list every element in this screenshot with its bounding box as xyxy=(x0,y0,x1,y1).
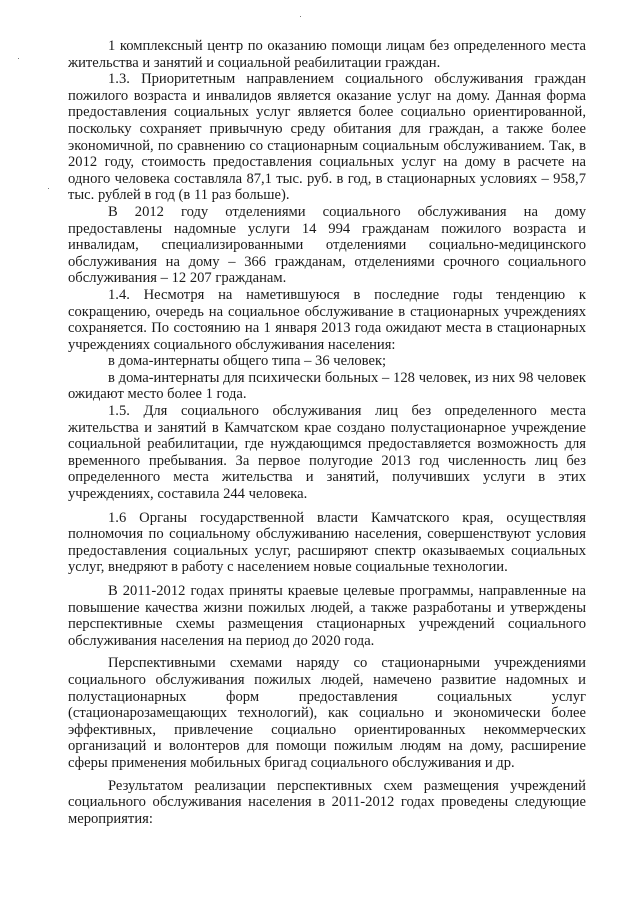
document-body xyxy=(68,38,586,827)
paragraph-complex-center: 1 комплексный центр по оказанию помощи лицам без определенного места жительства и занятий и социальной реабилитации граждан. xyxy=(68,38,586,71)
paragraph-results-intro: Результатом реализации перспективных схем размещения учреждений социального обслуживания населения в 2011-2012 годах проведены следующие мероприятия: xyxy=(68,777,586,827)
scan-speck xyxy=(300,16,301,17)
paragraph-1-4-queue: 1.4. Несмотря на наметившуюся в последние годы тенденцию к сокращению, очередь на социальное обслуживание в стационарных учреждениях сохраняется. По состоянию на 1 января 2013 года ожидают места в стационарных учреждениях социального обслуживания населения: xyxy=(68,286,586,353)
paragraph-1-5-homeless: 1.5. Для социального обслуживания лиц без определенного места жительства и занятий в Камчатском крае создано полустационарное учреждение социальной реабилитации, где нуждающимся предоставляется возможность для временного пребывания. За первое полугодие 2013 год численность лиц без определенного места жительства и занятий, получивших услуги в этих учреждениях, составила 244 человека. xyxy=(68,403,586,503)
list-item-general-homes: в дома-интернаты общего типа – 36 человек; xyxy=(108,353,387,370)
paragraph-1-3-home-services: 1.3. Приоритетным направлением социального обслуживания граждан пожилого возраста и инвалидов является оказание услуг на дому. Данная форма предоставления социальных услуг является более социально ориентированной, поскольку сохраняет привычную среду обитания для граждан, а также более экономичной, по сравнению со стационарным социальным обслуживанием. Так, в 2012 году, стоимость предоставления социальных услуг на дому в расчете на одного человека составляла 87,1 тыс. руб. в год, в стационарных условиях – 958,7 тыс. рублей в год (в 11 раз больше). xyxy=(68,71,586,204)
scan-speck xyxy=(18,58,19,59)
paragraph-perspective-schemes: Перспективными схемами наряду со стационарными учреждениями социального обслуживания пожилых людей, намечено развитие надомных и полустационарных форм предоставления социальных услуг (стационарозамещающих технологий), как социально и экономически более эффективных, привлечение социально ориентированных некоммерческих организаций и волонтеров для помощи пожилым людям на дому, расширение сферы применения мобильных бригад социального обслуживания и др. xyxy=(68,655,586,771)
paragraph-2012-home-services: В 2012 году отделениями социального обслуживания на дому предоставлены надомные услуги 14 994 гражданам пожилого возраста и инвалидам, специализированными отделениями социально-медицинского обслуживания на дому – 366 гражданам, отделениями срочного социального обслуживания – 12 207 гражданам. xyxy=(68,203,586,287)
paragraph-1-6-authorities: 1.6 Органы государственной власти Камчатского края, осуществляя полномочия по социальному обслуживанию населения, совершенствуют условия предоставления социальных услуг, расширяют спектр оказываемых социальных услуг, внедряют в работу с населением новые социальные технологии. xyxy=(68,509,586,576)
paragraph-2011-2012-programs: В 2011-2012 годах приняты краевые целевые программы, направленные на повышение качества жизни пожилых людей, а также разработаны и утверждены перспективные схемы размещения стационарных учреждений социального обслуживания населения на период до 2020 года. xyxy=(68,583,586,649)
list-item-psychiatric-homes: в дома-интернаты для психически больных – 128 человек, из них 98 человек ожидают место более 1 года. xyxy=(68,369,586,403)
scan-speck xyxy=(48,188,49,189)
